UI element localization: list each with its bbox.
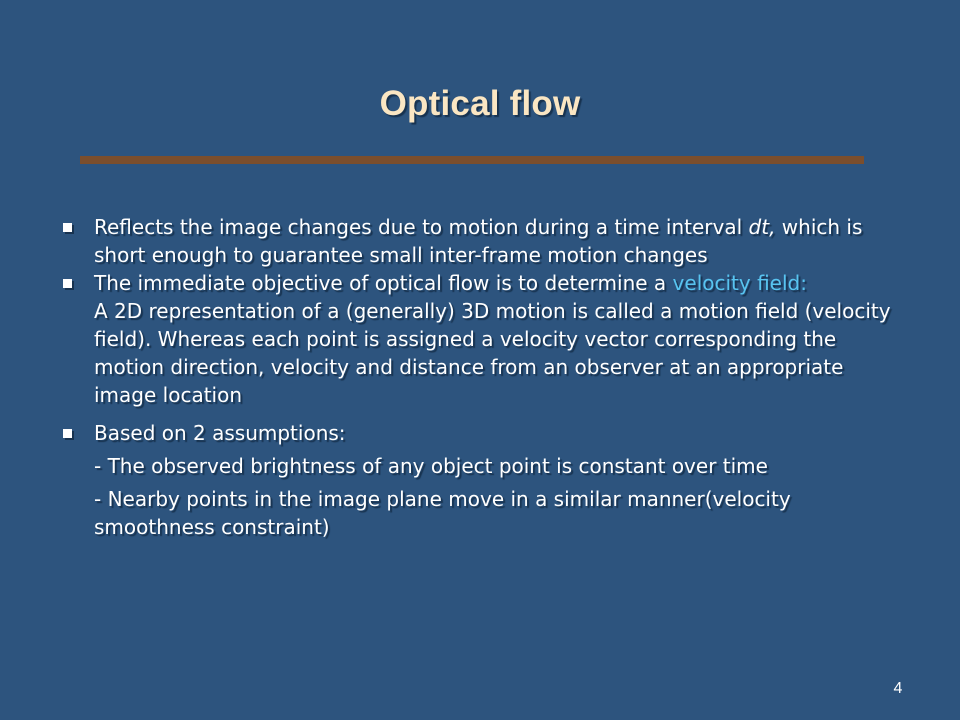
bullet-text-after: which is short enough to guarantee small inter-frame motion changes [94,215,863,267]
bullet-item-velocity-field [60,269,910,409]
assumption-brightness: - The observed brightness of any object point is constant over time [94,454,768,478]
bullet-text-before: Reflects the image changes due to motion during a time interval [94,215,749,239]
bullet-list [60,213,910,541]
page-number: 4 [893,680,903,697]
square-bullet-icon [63,279,72,288]
slide-title: Optical flow [379,84,581,123]
velocity-field-highlight: velocity field: [672,271,807,295]
bullet-item-assumptions [60,419,910,447]
assumption-smoothness: - Nearby points in the image plane move in a similar manner(velocity smoothness constraint) [94,487,791,539]
bullet-item-time-interval [60,213,910,269]
square-bullet-icon [63,223,72,232]
square-bullet-icon [63,429,72,438]
title-divider [80,156,864,164]
bullet-text: Based on 2 assumptions: [94,421,346,445]
bullet-italic-dt: dt, [748,215,776,239]
bullet-text-before: The immediate objective of optical flow is to determine a [94,271,673,295]
bullet-text-after: A 2D representation of a (generally) 3D motion is called a motion field (velocity field). Whereas each point is assigned a velocity vector corresponding the motion direction, velocity and distance from an observer at an appropriate image location [94,299,891,407]
